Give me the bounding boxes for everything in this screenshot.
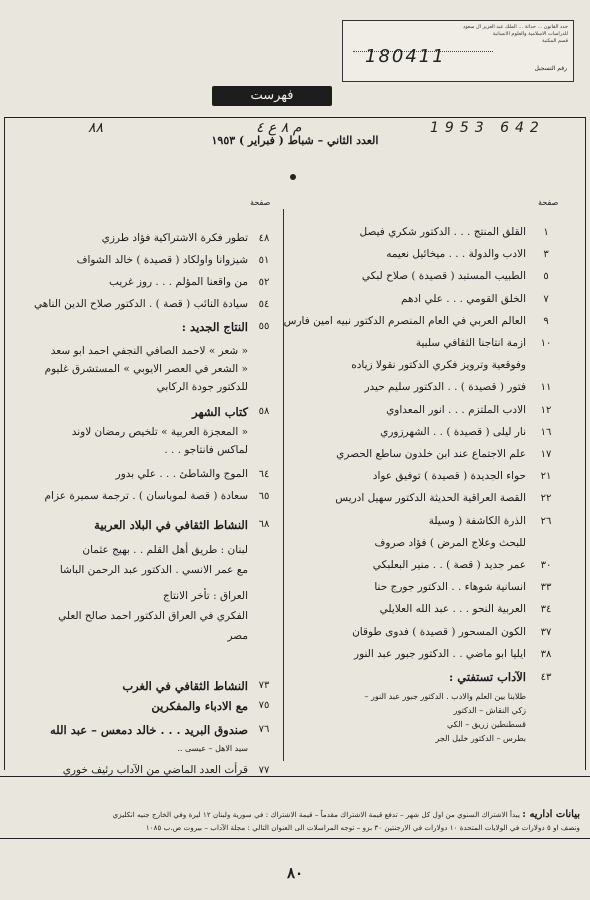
toc-entry: الموج والشاطئ . . . علي بدور — [115, 468, 248, 480]
toc-page-number: ١١ — [540, 382, 552, 394]
toc-page-number: ٣٤ — [540, 604, 552, 616]
toc-section-heading: مع الادباء والمفكرين — [151, 699, 248, 713]
toc-entry: سعادة ( قصة لموباسان ) . ترجمة سميرة عزام — [44, 490, 248, 502]
admin-line-1: يبدأ الاشتراك السنوي من اول كل شهر – تدفع قيمة الاشتراك مقدماً – قيمة الاشتراك : في سورية ولبنان ١٢ ليرة وفي الخارج جنيه انكليزي — [112, 810, 520, 819]
toc-entry: الخلق القومي . . . علي ادهم — [400, 292, 526, 305]
toc-section-heading: النشاط الثقافي في البلاد العربية — [94, 518, 248, 532]
toc-page-number: ٥٥ — [258, 321, 270, 332]
toc-entry: وفوقعية وترويز فكري الدكتور نقولا زياده — [351, 359, 526, 372]
toc-page-number: ٣٧ — [540, 626, 552, 638]
toc-section-heading: النشاط الثقافي في الغرب — [122, 679, 248, 693]
toc-entry: عمر جديد ( قصة ) . . منير البعلبكي — [372, 559, 526, 571]
admin-rule — [0, 776, 590, 777]
toc-subentry: قسطنطين زريق – الكي — [446, 720, 526, 729]
toc-page-number: ١٧ — [540, 449, 552, 460]
toc-page-number: ٣ — [543, 249, 549, 261]
toc-page-number: ١ — [543, 227, 549, 238]
page-number: ٨٠ — [286, 864, 304, 882]
toc-entry: نار ليلى ( قصيدة ) . . الشهرزوري — [380, 425, 526, 438]
toc-entry: تطور فكرة الاشتراكية فؤاد طرزي — [101, 232, 248, 244]
toc-subentry: بطرس – الدكتور خليل الجر — [435, 734, 526, 743]
toc-page-number: ٢١ — [540, 471, 552, 483]
bullet-dot — [290, 174, 296, 180]
handwriting-right: 1953 642 — [430, 120, 545, 136]
column-divider — [283, 209, 284, 761]
toc-page-number: ٧٦ — [258, 724, 270, 735]
stamp-line-2: للدراسات الاسلامية والعلوم الانسانية — [492, 31, 568, 37]
toc-page-number: ٩ — [543, 315, 549, 327]
page-label-left: صفحة — [250, 198, 271, 207]
toc-page-number: ١٦ — [540, 426, 552, 438]
toc-page-number: ٦٤ — [258, 469, 270, 480]
toc-entry: انسانية شوهاء . . الدكتور جورج حنا — [374, 581, 526, 594]
toc-subentry: مصر — [227, 630, 248, 642]
toc-entry: العالم العربي في العام المنصرم الدكتور نبيه امين فارس — [283, 314, 526, 327]
toc-page-number: ١٠ — [540, 338, 552, 349]
toc-section-heading: الآداب تستفتي : — [449, 670, 526, 684]
toc-entry: ازمة انتاجنا الثقافي سلبية — [415, 337, 526, 349]
toc-entry: سيادة النائب ( قصة ) . الدكتور صلاح الدين الناهي — [34, 298, 248, 310]
toc-page-number: ٧٧ — [258, 765, 270, 776]
toc-subentry: « شعر » لاحمد الصافي النجفي احمد ابو سعد — [50, 345, 248, 357]
page-label-right: صفحة — [538, 198, 559, 207]
toc-subentry: « الشعر في العصر الايوبي » المستشرق غليوم — [44, 363, 248, 375]
toc-page-number: ٥١ — [258, 255, 270, 266]
toc-section-heading: كتاب الشهر — [192, 405, 248, 419]
toc-entry: الذرة الكاشفة ( وسيلة — [428, 514, 526, 527]
library-stamp — [342, 20, 574, 82]
toc-page-number: ٧٣ — [258, 680, 270, 691]
toc-page-number: ٦٨ — [258, 519, 270, 530]
toc-entry: القصة العراقية الحديثة الدكتور سهيل ادريس — [335, 492, 526, 505]
toc-entry: الطبيب المستبد ( قصيدة ) صلاح لبكي — [361, 270, 526, 283]
toc-entry: ايليا ابو ماضي . . الدكتور جبور عبد النور — [354, 647, 526, 660]
toc-entry: العربية النحو . . . عبد الله العلايلي — [379, 603, 526, 616]
toc-page-number: ٢٢ — [540, 493, 552, 505]
toc-entry: للبحث وعلاج المرض ) فؤاد صروف — [374, 536, 526, 549]
toc-page-number: ٧ — [543, 293, 549, 305]
admin-label: بيانات اداريه : — [522, 809, 580, 820]
toc-subentry: العراق : تأخر الانتاج — [163, 590, 248, 602]
footer-rule — [0, 838, 590, 839]
toc-entry: من واقعنا المؤلم . . . روز غريب — [109, 276, 248, 288]
toc-subentry: الفكري في العراق الدكتور احمد صالح العلي — [58, 610, 248, 622]
stamp-line-3: قسم المكتبة — [541, 38, 568, 44]
toc-page-number: ٣٣ — [540, 582, 552, 594]
toc-section-heading: النتاج الجديد : — [181, 320, 248, 334]
toc-entry: الادب والدولة . . . ميخائيل نعيمه — [386, 248, 526, 261]
toc-section-heading: صندوق البريد . . . خالد دمعس – عبد الله — [50, 723, 248, 737]
toc-subentry: زكي النقاش – الدكتور — [453, 706, 526, 715]
admin-info — [14, 808, 580, 834]
handwriting-middle: م ٨ ع ٤ — [256, 120, 302, 136]
toc-page-number: ٧٥ — [258, 700, 270, 711]
toc-subentry: لبنان : طريق أهل القلم . . بهيج عثمان — [82, 544, 248, 556]
toc-page-number: ٣٨ — [540, 648, 552, 660]
toc-entry: الكون المسحور ( قصيدة ) فدوى طوقان — [352, 625, 526, 638]
toc-subentry: طلابنا بين العلم والادب . الدكتور جبور عبد النور – — [364, 692, 526, 701]
toc-entry: شيزوانا واولكاد ( قصيدة ) خالد الشواف — [76, 254, 248, 266]
toc-subentry: لماكس فانتاجو . . . — [164, 444, 248, 456]
stamp-number: 180411 — [365, 46, 446, 67]
stamp-line-1: حدد القانون ... حداثة ... الملك عبد العزيز آل سعود — [462, 24, 568, 30]
toc-subentry: للدكتور جودة الركابي — [156, 381, 248, 393]
toc-entry: فتور ( قصيدة ) . . الدكتور سليم حيدر — [364, 381, 526, 394]
toc-subentry: مع عمر الانسي . الدكتور عبد الرحمن الباشا — [59, 564, 248, 576]
toc-entry: القلق المنتج . . . الدكتور شكري فيصل — [359, 226, 526, 238]
issue-line: العدد الثاني – شباط ( فبراير ) ١٩٥٣ — [211, 134, 379, 147]
admin-line-2: ونصف او ٥ دولارات في الولايات المتحدة ١٠ دولارات في الارجنتين ٣٠ بزو – توجه المراسلات الى العنوان التالي : مجلة الآداب – بيروت ص.ب ١٠٨٥ — [145, 823, 580, 832]
toc-page-number: ٦٥ — [258, 491, 270, 502]
toc-page-number: ٥٤ — [258, 299, 270, 310]
toc-page-number: ٤٣ — [540, 672, 552, 683]
contents-banner: فهرست — [212, 86, 332, 106]
toc-entry: علم الاجتماع عند ابن خلدون ساطع الحصري — [336, 448, 526, 460]
toc-page-number: ٥٢ — [258, 277, 270, 288]
toc-page-number: ٥٨ — [258, 406, 270, 417]
toc-entry: قرأت العدد الماضي من الآداب رئيف خوري — [62, 764, 248, 776]
toc-subentry: سيد الاهل – عيسى .. — [177, 744, 248, 753]
toc-entry: حواء الجديدة ( قصيدة ) توفيق عواد — [372, 470, 526, 483]
stamp-record-label: رقم التسجيل — [534, 65, 567, 72]
toc-page-number: ١٢ — [540, 404, 552, 416]
toc-page-number: ٢٦ — [540, 515, 552, 527]
toc-page-number: ٤٨ — [258, 233, 270, 244]
toc-subentry: « المعجزة العربية » تلخيص رمضان لاوند — [71, 426, 248, 438]
toc-page-number: ٥ — [543, 271, 549, 283]
toc-page-number: ٣٠ — [540, 560, 552, 571]
handwriting-left: ٨٨ — [88, 120, 104, 136]
toc-entry: الادب الملتزم . . . انور المعداوي — [386, 403, 526, 416]
